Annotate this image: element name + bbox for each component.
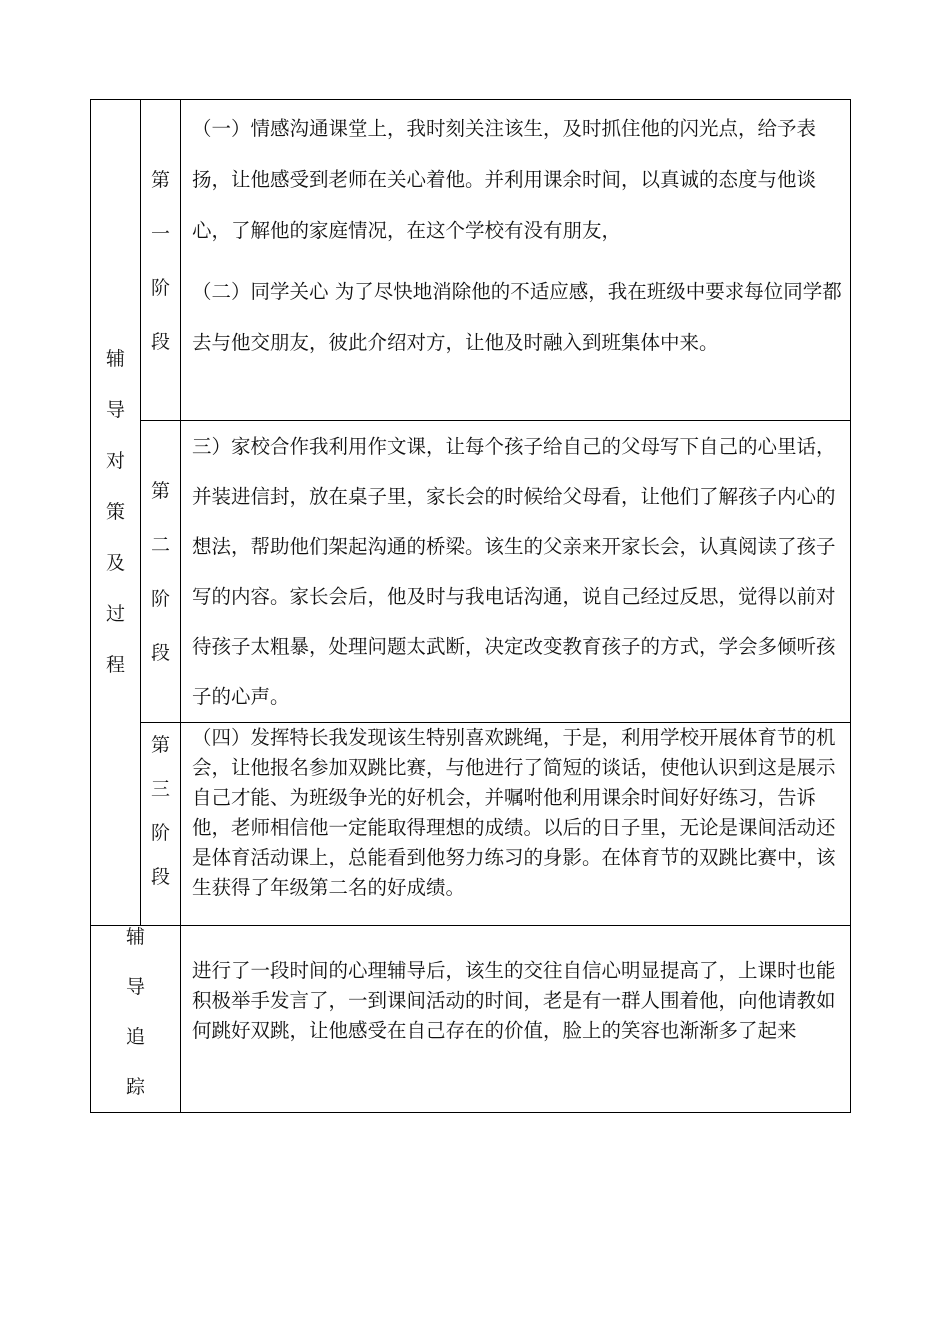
- stage-content-3: [181, 723, 851, 926]
- stage-label-1: [141, 100, 180, 369]
- followup-content: [181, 926, 851, 1113]
- counseling-table: [90, 99, 851, 1113]
- section-label-cell: [91, 100, 141, 926]
- stage-content-1: [181, 100, 851, 421]
- stage-label-cell-2: [141, 421, 181, 723]
- label-char: 阶: [150, 588, 170, 610]
- label-char: 导: [105, 399, 125, 421]
- section-label: [91, 334, 140, 691]
- followup-label: [91, 912, 180, 1112]
- label-char: 踪: [125, 1076, 145, 1098]
- label-char: 第: [150, 480, 170, 502]
- label-char: 段: [150, 866, 170, 888]
- label-char: 程: [105, 654, 125, 676]
- label-char: 阶: [150, 277, 170, 299]
- label-char: 导: [125, 976, 145, 998]
- label-char: 及: [105, 552, 125, 574]
- stage-row-3: [91, 723, 851, 926]
- label-char: 辅: [105, 348, 125, 370]
- label-char: 一: [150, 223, 170, 245]
- label-char: 追: [125, 1026, 145, 1048]
- followup-label-cell: [91, 926, 181, 1113]
- stage1-paragraph-1: （一）情感沟通课堂上，我时刻关注该生，及时抓住他的闪光点，给予表扬，让他感受到老师在关心着他。并利用课余时间，以真诚的态度与他谈心，了解他的家庭情况，在这个学校有没有朋友，: [192, 117, 817, 242]
- stage3-paragraph-1: （四）发挥特长我发现该生特别喜欢跳绳，于是，利用学校开展体育节的机会，让他报名参加双跳比赛，与他进行了简短的谈话，使他认识到这是展示自己才能、为班级争光的好机会，并嘱咐他利用课余时间好好练习，告诉他，老师相信他一定能取得理想的成绩。以后的日子里，无论是课间活动还是体育活动课上，总能看到他努力练习的身影。在体育节的双跳比赛中，该生获得了年级第二名的好成绩。: [192, 726, 836, 899]
- label-char: 第: [150, 169, 170, 191]
- stage-content-2: [181, 421, 851, 723]
- label-char: 段: [150, 642, 170, 664]
- label-char: 第: [150, 734, 170, 756]
- label-char: 辅: [125, 926, 145, 948]
- stage2-paragraph-1: 三）家校合作我利用作文课，让每个孩子给自己的父母写下自己的心里话，并装进信封，放在桌子里，家长会的时候给父母看，让他们了解孩子内心的想法，帮助他们架起沟通的桥梁。该生的父亲来开家长会，认真阅读了孩子写的内容。家长会后，他及时与我电话沟通，说自己经过反思，觉得以前对待孩子太粗暴，处理问题太武断，决定改变教育孩子的方式，学会多倾听孩子的心声。: [192, 435, 836, 708]
- stage-label-cell-1: [141, 100, 181, 421]
- label-char: 策: [105, 501, 125, 523]
- stage-label-2: [141, 421, 180, 680]
- label-char: 段: [150, 331, 170, 353]
- label-char: 二: [150, 534, 170, 556]
- label-char: 阶: [150, 822, 170, 844]
- followup-row: [91, 926, 851, 1113]
- label-char: 三: [150, 778, 170, 800]
- label-char: 过: [105, 603, 125, 625]
- stage-label-cell-3: [141, 723, 181, 926]
- stage-row-1: [91, 100, 851, 421]
- stage-row-2: [91, 421, 851, 723]
- stage-label-3: [141, 723, 180, 899]
- label-char: 对: [105, 450, 125, 472]
- followup-text: 进行了一段时间的心理辅导后，该生的交往自信心明显提高了，上课时也能积极举手发言了，一到课间活动的时间，老是有一群人围着他，向他请教如何跳好双跳，让他感受在自己存在的价值，脸上的笑容也渐渐多了起来: [192, 959, 836, 1042]
- stage1-paragraph-2: （二）同学关心 为了尽快地消除他的不适应感，我在班级中要求每位同学都去与他交朋友，彼此介绍对方，让他及时融入到班集体中来。: [192, 280, 842, 354]
